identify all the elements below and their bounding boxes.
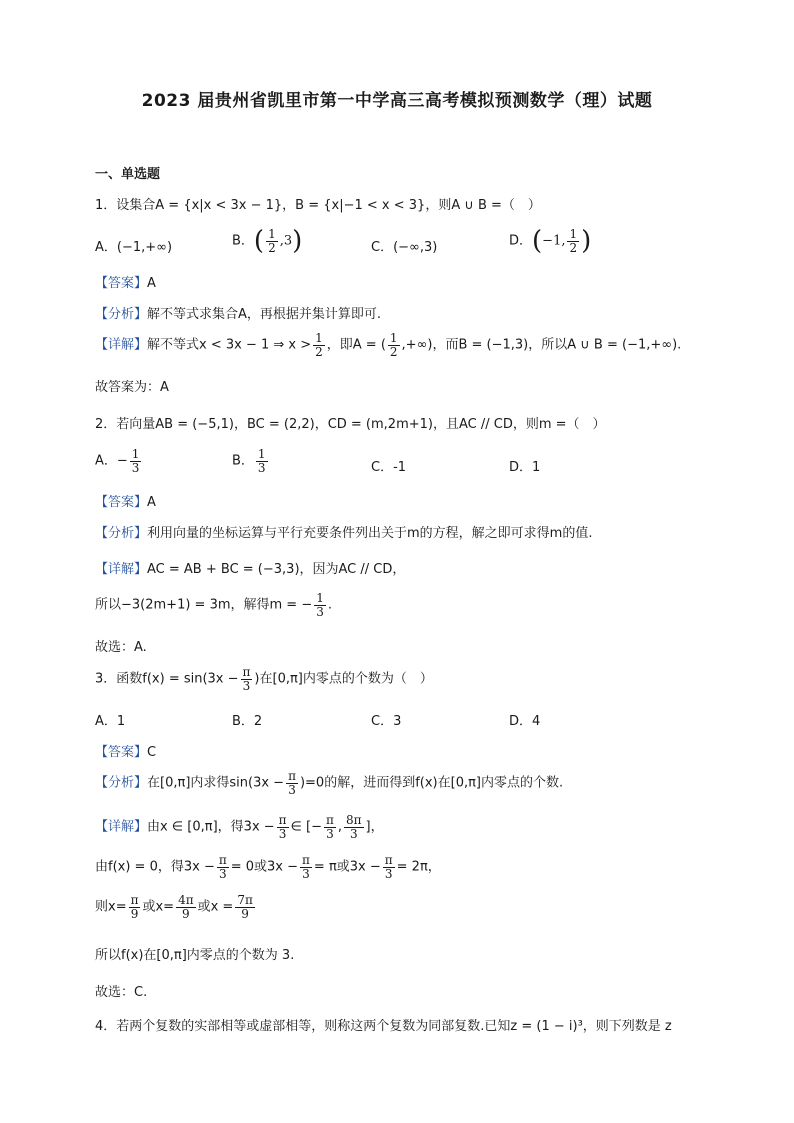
q1-analysis: 【分析】解不等式求集合A，再根据并集计算即可. (95, 307, 382, 322)
q1-detail: 【详解】解不等式x < 3x − 1 ⇒ x > $\frac{1}{2}$ ，即A = ( $\frac{1}{2}$ ,+∞)，而B = (−1,3)，所以A ∪ B = (−1,+∞). (95, 331, 682, 359)
q1-stem: 1．设集合A = {x|x < 3x − 1}，B = {x|−1 < x < 3}，则A ∪ B =（ ） (95, 198, 541, 213)
q2-detail-line2: 所以−3(2m+1) = 3m，解得m = − $\frac{1}{3}$ . (95, 591, 332, 619)
q3-analysis: 【分析】在[0,π]内求得sin(3x − $\frac{\pi}{3}$ )=0的解，进而得到f(x)在[0,π]内零点的个数. (95, 769, 564, 797)
q1-option-a: A．(−1,+∞) (95, 240, 173, 255)
q2-option-b: B． $\frac{1}{3}$ (232, 447, 266, 475)
q1-answer: 【答案】A (95, 276, 156, 291)
q2-conclusion: 故选：A. (95, 640, 147, 655)
q3-answer: 【答案】C (95, 745, 157, 760)
q3-detail-line4: 所以f(x)在[0,π]内零点的个数为 3. (95, 948, 295, 963)
q2-option-a: A．− $\frac{1}{3}$ (95, 447, 140, 475)
q3-option-d: D．4 (509, 714, 541, 729)
q2-option-c: C．-1 (371, 460, 407, 475)
q2-detail: 【详解】AC = AB + BC = (−3,3)，因为AC // CD， (95, 562, 406, 577)
q2-stem: 2．若向量AB = (−5,1)，BC = (2,2)，CD = (m,2m+1)，且AC // CD，则m =（ ） (95, 417, 606, 432)
q3-conclusion: 故选：C. (95, 985, 148, 1000)
section-heading: 一、单选题 (95, 167, 161, 182)
q1-option-c: C．(−∞,3) (371, 240, 438, 255)
q3-detail-line2: 由f(x) = 0，得3x − $\frac{\pi}{3}$ = 0或3x − $\frac{\pi}{3}$ = π或3x − $\frac{\pi}{3}$ = 2π， (95, 853, 441, 881)
q2-option-d: D．1 (509, 460, 541, 475)
q3-detail-line3: 则x= $\frac{\pi}{9}$ 或x= $\frac{4\pi}{9}$ 或x = $\frac{7\pi}{9}$ (95, 893, 253, 921)
q1-conclusion: 故答案为：A (95, 380, 169, 395)
q4-stem: 4．若两个复数的实部相等或虚部相等，则称这两个复数为同部复数.已知z = (1 − i)³，则下列数是 z (95, 1019, 672, 1034)
q3-stem: 3．函数f(x) = sin(3x − $\frac{\pi}{3}$ )在[0,π]内零点的个数为（ ） (95, 665, 433, 693)
q3-detail: 【详解】由x ∈ [0,π]，得3x − $\frac{\pi}{3}$ ∈ [− $\frac{\pi}{3}$ , $\frac{8\pi}{3}$ ]， (95, 813, 384, 841)
q2-answer: 【答案】A (95, 495, 156, 510)
q1-option-b: B．( $\frac{1}{2}$ ,3) (232, 226, 303, 257)
q3-option-c: C．3 (371, 714, 402, 729)
q1-option-d: D．(−1, $\frac{1}{2}$ ) (509, 226, 592, 257)
q3-option-b: B．2 (232, 714, 263, 729)
q2-analysis: 【分析】利用向量的坐标运算与平行充要条件列出关于m的方程，解之即可求得m的值. (95, 526, 593, 541)
page-title: 2023 届贵州省凯里市第一中学高三高考模拟预测数学（理）试题 (141, 91, 653, 111)
q3-option-a: A．1 (95, 714, 126, 729)
